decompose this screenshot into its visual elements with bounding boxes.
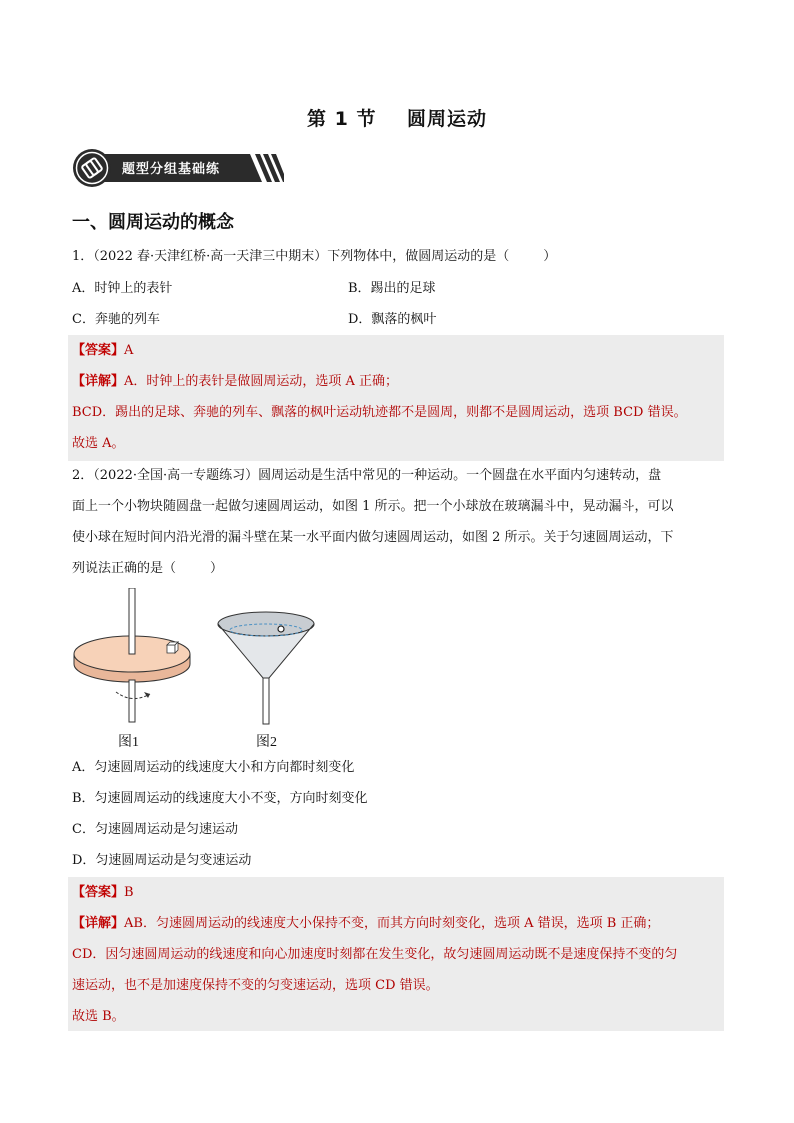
q1-option-b: B．踢出的足球 [348,281,436,296]
rotating-disk-diagram [74,588,190,722]
funnel-diagram [218,612,314,724]
section-heading: 一、圆周运动的概念 [72,212,234,233]
q1-answer-box [68,335,724,367]
question-2-stem-line-3: 使小球在短时间内沿光滑的漏斗壁在某一水平面内做匀速圆周运动，如图 2 所示。关于匀速圆周运动，下 [72,530,674,545]
q2-answer: 【答案】B [72,885,134,900]
figure-2-caption: 图2 [256,735,277,750]
q2-option-d: D．匀速圆周运动是匀变速运动 [72,853,252,868]
page-title: 第 1 节 圆周运动 [307,108,487,130]
question-2-stem-line-2: 面上一个小物块随圆盘一起做匀速圆周运动，如图 1 所示。把一个小球放在玻璃漏斗中，晃动漏斗，可以 [72,499,674,514]
q1-detail-line-3: 故选 A。 [72,436,125,451]
q2-option-c: C．匀速圆周运动是匀速运动 [72,822,238,837]
q2-detail-line-4: 故选 B。 [72,1009,125,1024]
q2-option-a: A．匀速圆周运动的线速度大小和方向都时刻变化 [72,760,355,775]
question-1-stem: 1．（2022 春·天津红桥·高一天津三中期末）下列物体中，做圆周运动的是（ ） [72,249,557,264]
q1-answer: 【答案】A [72,343,134,358]
banner-label: 题型分组基础练 [122,162,221,177]
question-2-stem-line-4: 列说法正确的是（ ） [72,561,224,576]
question-2-stem-line-1: 2．（2022·全国·高一专题练习）圆周运动是生活中常见的一种运动。一个圆盘在水平面内匀速转动，盘 [72,468,662,483]
q1-detail-line-2: BCD．踢出的足球、奔驰的列车、飘落的枫叶运动轨迹都不是圆周，则都不是圆周运动，选项 BCD 错误。 [72,405,687,420]
small-block-icon [167,642,178,653]
q1-option-a: A．时钟上的表针 [72,281,173,296]
q2-detail-line-3: 速运动，也不是加速度保持不变的匀变速运动，选项 CD 错误。 [72,978,439,993]
q1-option-c: C．奔驰的列车 [72,312,160,327]
q2-figure [70,588,330,750]
q2-answer-box [68,877,724,909]
figure-1-caption: 图1 [118,735,139,750]
q2-detail-line-1: 【详解】AB．匀速圆周运动的线速度大小保持不变，而其方向时刻变化，选项 A 错误，选项 B 正确； [72,916,660,931]
q2-detail-line-2: CD．因匀速圆周运动的线速度和向心加速度时刻都在发生变化，故匀速圆周运动既不是速度保持不变的匀 [72,947,678,962]
q1-option-d: D．飘落的枫叶 [348,312,437,327]
q1-detail-line-1: 【详解】A．时钟上的表针是做圆周运动，选项 A 正确； [72,374,399,389]
q2-option-b: B．匀速圆周运动的线速度大小不变，方向时刻变化 [72,791,368,806]
